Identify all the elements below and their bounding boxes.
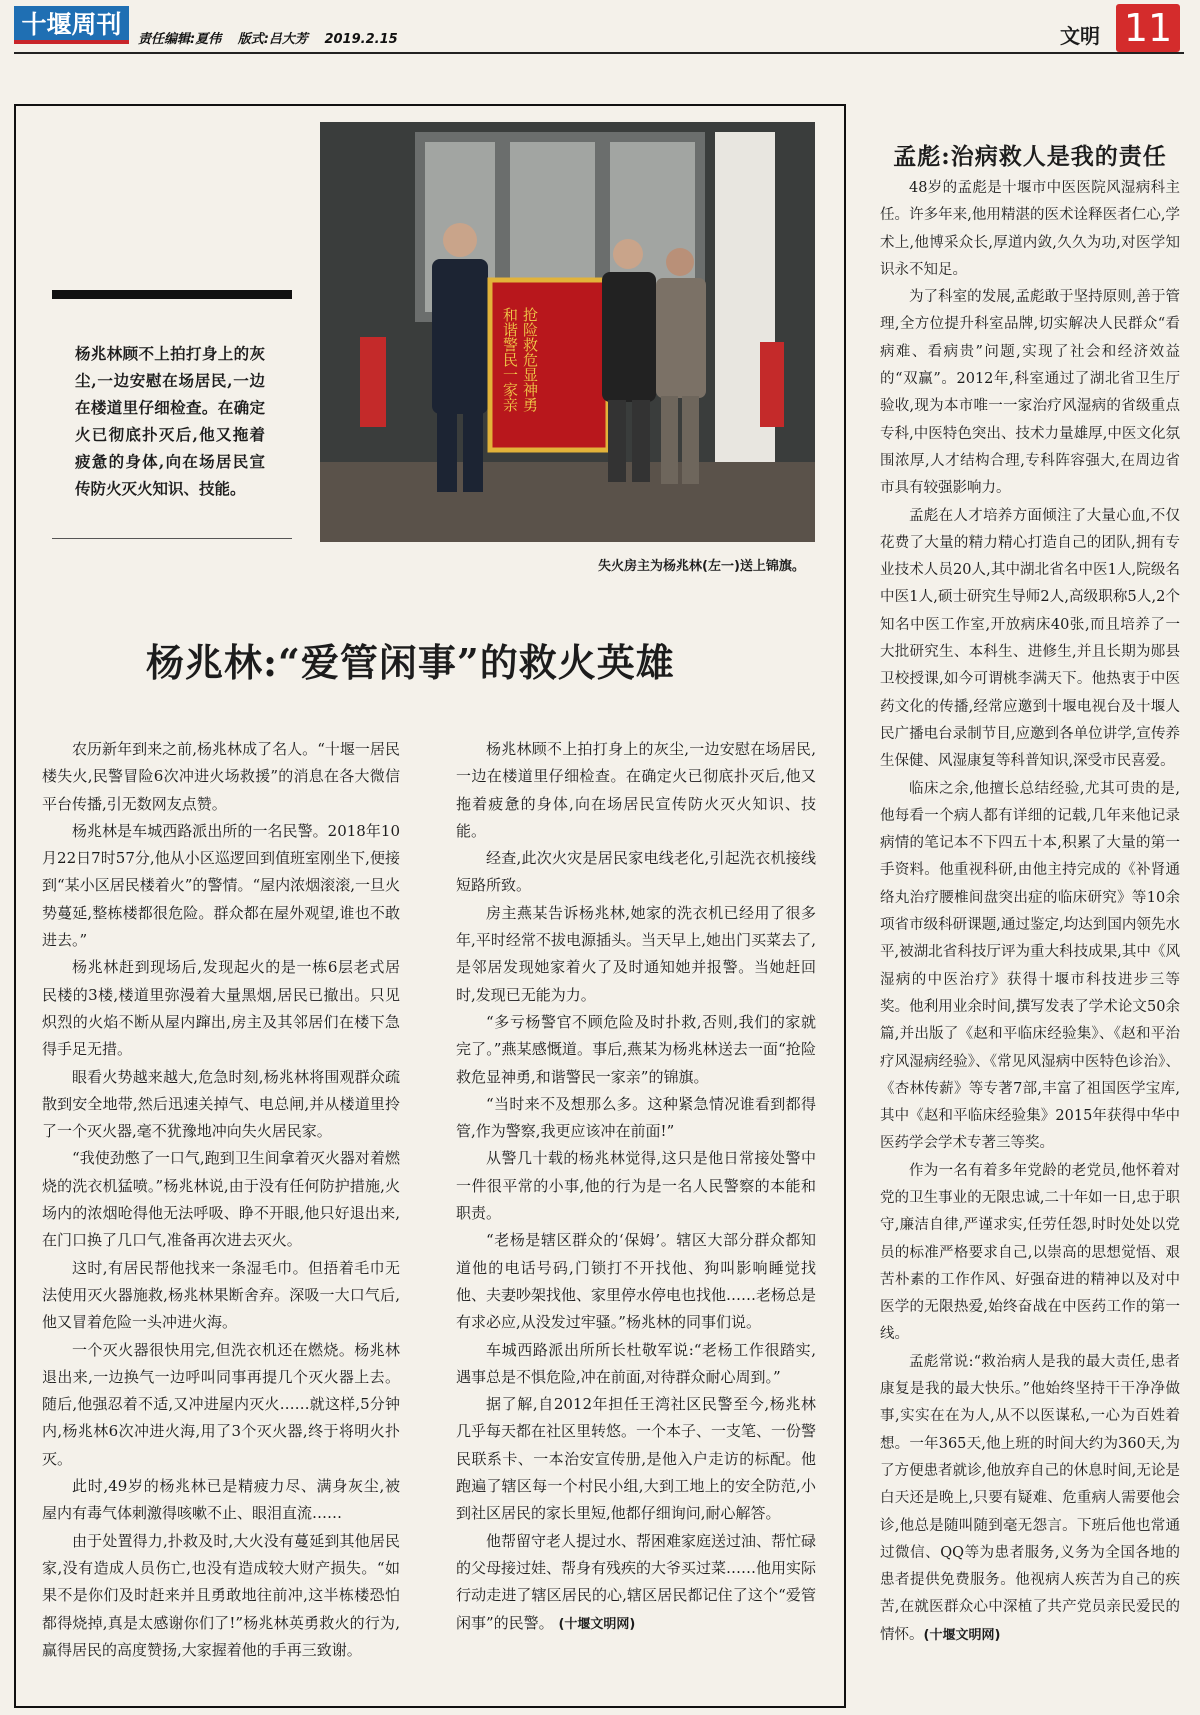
paragraph: 经查,此次火灾是居民家电线老化,引起洗衣机接线短路所致。 [456, 849, 816, 895]
feature-photo [320, 122, 815, 542]
paragraph: 农历新年到来之前,杨兆林成了名人。“十堰一居民楼失火,民警冒险6次冲进火场救援”的消息在各大微信平台传播,引无数网友点赞。 [42, 740, 400, 813]
paragraph: 作为一名有着多年党龄的老党员,他怀着对党的卫生事业的无限忠诚,二十年如一日,忠于职守,廉洁自律,严谨求实,任劳任怨,时时处处以党员的标准严格要求自己,以崇高的思想觉悟、艰苦朴素的工作作风、好强奋进的精神以及对中医学的无限热爱,始终奋战在中医药工作的第一线。 [880, 1162, 1180, 1343]
photo-illustration [320, 122, 815, 542]
paragraph: 这时,有居民帮他找来一条湿毛巾。但捂着毛巾无法使用灭火器施救,杨兆林果断舍弃。深吸一大口气后,他又冒着危险一头冲进火海。 [42, 1258, 400, 1332]
article-source: (十堰文明网) [558, 1616, 636, 1632]
feature-column-1 [42, 736, 400, 1664]
photo-caption: 失火房主为杨兆林(左一)送上锦旗。 [598, 559, 805, 574]
paragraph: 为了科室的发展,孟彪敢于坚持原则,善于管理,全方位提升科室品牌,切实解决人民群众“看病难、看病贵”问题,实现了社会和经济效益的“双赢”。2012年,科室通过了湖北省卫生厅验收,现为本市唯一一家治疗风湿病的省级重点专科,中医特色突出、技术力量雄厚,中医文化氛围浓厚,人才结构合理,专科阵容强大,在周边省市具有较强影响力。 [880, 289, 1180, 497]
feature-column-2 [456, 736, 816, 1638]
feature-headline: 杨兆林:“爱管闲事”的救火英雄 [146, 640, 675, 685]
paragraph: “老杨是辖区群众的‘保姆’。辖区大部分群众都知道他的电话号码,门锁打不开找他、狗叫影响睡觉找他、夫妻吵架找他、家里停水停电也找他……老杨总是有求必应,从没发过牢骚。”杨兆林的同事们说。 [456, 1231, 817, 1332]
page-number: 11 [1116, 4, 1180, 52]
paragraph: 此时,49岁的杨兆林已是精疲力尽、满身灰尘,被屋内有毒气体刺激得咳嗽不止、眼泪直流…… [42, 1477, 400, 1523]
paragraph: 由于处置得力,扑救及时,大火没有蔓延到其他居民家,没有造成人员伤亡,也没有造成较大财产损失。“如果不是你们及时赶来并且勇敢地往前冲,这半栋楼恐怕都得烧掉,真是太感谢你们了!”杨兆林英勇救火的行为,赢得居民的高度赞扬,大家握着他的手再三致谢。 [42, 1531, 400, 1659]
masthead-logo: 十堰周刊 [14, 6, 129, 44]
paragraph [456, 1528, 816, 1638]
paragraph: 临床之余,他擅长总结经验,尤其可贵的是,他每看一个病人都有详细的记载,几年来他记录病情的笔记本不下四五十本,积累了大量的第一手资料。他重视科研,由他主持完成的《补肾通络丸治疗腰椎间盘突出症的临床研究》等10余项省市级科研课题,通过鉴定,均达到国内领先水平,被湖北省科技厅评为重大科技成果,其中《风湿病的中医治疗》获得十堰市科技进步三等奖。他利用业余时间,撰写发表了学术论文50余篇,并出版了《赵和平临床经验集》、《赵和平治疗风湿病经验》、《常见风湿病中医特色诊治》、《杏林传薪》等专著7部,丰富了祖国医学宝库,其中《赵和平临床经验集》2015年获得中华中医药学会学术专著三等奖。 [880, 780, 1180, 1152]
paragraph: 一个灭火器很快用完,但洗衣机还在燃烧。杨兆林退出来,一边换气一边呼叫同事再提几个灭火器上去。随后,他强忍着不适,又冲进屋内灭火……就这样,5分钟内,杨兆林6次冲进火海,用了3个灭火器,终于将明火扑灭。 [42, 1340, 400, 1468]
paragraph: 48岁的孟彪是十堰市中医医院风湿病科主任。许多年来,他用精湛的医术诠释医者仁心,学术上,他博采众长,厚道内敛,久久为功,对医学知识永不知足。 [880, 180, 1180, 278]
section-name: 文明 [1060, 24, 1100, 48]
paragraph: 从警几十载的杨兆林觉得,这只是他日常接处警中一件很平常的小事,他的行为是一名人民警察的本能和职责。 [456, 1149, 816, 1223]
paragraph: “我使劲憋了一口气,跑到卫生间拿着灭火器对着燃烧的洗衣机猛喷。”杨兆林说,由于没有任何防护措施,火场内的浓烟呛得他无法呼吸、睁不开眼,他只好退出来,在门口换了几口气,准备再次进去灭火。 [42, 1149, 400, 1250]
paragraph: 孟彪在人才培养方面倾注了大量心血,不仅花费了大量的精力精心打造自己的团队,拥有专业技术人员20人,其中湖北省名中医1人,院级名中医1人,硕士研究生导师2人,高级职称5人,2个知名中医工作室,开放病床40张,而且培养了一大批研究生、本科生、进修生,并且长期为郧县卫校授课,如今可谓桃李满天下。他热衷于中医药文化的传播,经常应邀到十堰电视台及十堰人民广播电台录制节目,应邀到各单位讲学,宣传养生保健、风湿康复等科普知识,深受市民喜爱。 [880, 507, 1180, 770]
paragraph: 房主燕某告诉杨兆林,她家的洗衣机已经用了很多年,平时经常不拔电源插头。当天早上,她出门买菜去了,是邻居发现她家着火了及时通知她并报警。当她赶回时,发现已无能为力。 [456, 903, 816, 1004]
pull-quote: 杨兆林顾不上拍打身上的灰尘,一边安慰在场居民,一边在楼道里仔细检查。在确定火已彻底扑灭后,他又拖着疲惫的身体,向在场居民宣传防火灭火知识、技能。 [75, 344, 265, 498]
banner-text-2: 和谐警民一家亲 [501, 307, 519, 412]
header-meta [138, 28, 410, 47]
pull-quote-rule [52, 538, 292, 539]
paragraph: 杨兆林赶到现场后,发现起火的是一栋6层老式居民楼的3楼,楼道里弥漫着大量黑烟,居民已撤出。只见炽烈的火焰不断从屋内蹿出,房主及其邻居们在楼下急得手足无措。 [42, 958, 400, 1059]
paragraph: 据了解,自2012年担任王湾社区民警至今,杨兆林几乎每天都在社区里转悠。一个本子、一支笔、一份警民联系卡、一本治安宣传册,是他入户走访的标配。他跑遍了辖区每一个村民小组,大到工地上的安全防范,小到社区居民的家长里短,他都仔细询问,耐心解答。 [456, 1395, 817, 1523]
paragraph: “当时来不及想那么多。这种紧急情况谁看到都得管,作为警察,我更应该冲在前面!” [456, 1094, 816, 1141]
paragraph [880, 1349, 1180, 1649]
paragraph: “多亏杨警官不顾危险及时扑救,否则,我们的家就完了。”燕某感慨道。事后,燕某为杨兆林送去一面“抢险救危显神勇,和谐警民一家亲”的锦旗。 [456, 1012, 816, 1086]
layout-credit: 版式:吕大芳 [237, 32, 308, 47]
sidebar-column [880, 175, 1180, 1649]
pull-quote-bar [52, 290, 292, 299]
sidebar-source: (十堰文明网) [923, 1627, 1001, 1643]
sidebar-headline: 孟彪:治病救人是我的责任 [893, 143, 1167, 170]
paragraph: 眼看火势越来越大,危急时刻,杨兆林将围观群众疏散到安全地带,然后迅速关掉气、电总闸,并从楼道里拎了一个灭火器,毫不犹豫地冲向失火居民家。 [42, 1067, 400, 1141]
paragraph-text: 孟彪常说:“救治病人是我的最大责任,患者康复是我的最大快乐。”他始终坚持干干净净做事,实实在在为人,从不以医谋私,一心为百姓着想。一年365天,他上班的时间大约为360天,为了方便患者就诊,他放弃自己的休息时间,无论是白天还是晚上,只要有疑难、危重病人需要他会诊,他总是随叫随到毫无怨言。下班后他也常通过微信、QQ等为患者服务,义务为全国各地的患者提供免费服务。他视病人疾苦为自己的疾苦,在就医群众心中深植了共产党员亲民爱民的情怀。 [880, 1353, 1180, 1643]
paragraph: 杨兆林顾不上拍打身上的灰尘,一边安慰在场居民,一边在楼道里仔细检查。在确定火已彻底扑灭后,他又拖着疲惫的身体,向在场居民宣传防火灭火知识、技能。 [456, 740, 816, 840]
paragraph: 杨兆林是车城西路派出所的一名民警。2018年10月22日7时57分,他从小区巡逻回到值班室刚坐下,便接到“某小区居民楼着火”的警情。“屋内浓烟滚滚,一旦火势蔓延,整栋楼都很危险。群众都在屋外观望,谁也不敢进去。” [42, 821, 400, 950]
paragraph-text: 他帮留守老人提过水、帮困难家庭送过油、帮忙碌的父母接过娃、帮身有残疾的大爷买过菜……他用实际行动走进了辖区居民的心,辖区居民都记住了这个“爱管闲事”的民警。 [456, 1531, 817, 1632]
issue-date: 2019.2.15 [324, 32, 398, 47]
editor-credit: 责任编辑:夏伟 [138, 32, 222, 47]
paragraph: 车城西路派出所所长杜敬军说:“老杨工作很踏实,遇事总是不惧危险,冲在前面,对待群众耐心周到。” [456, 1340, 816, 1386]
header-rule [14, 52, 1184, 54]
banner-text-1: 抢险救危显神勇 [521, 307, 539, 412]
